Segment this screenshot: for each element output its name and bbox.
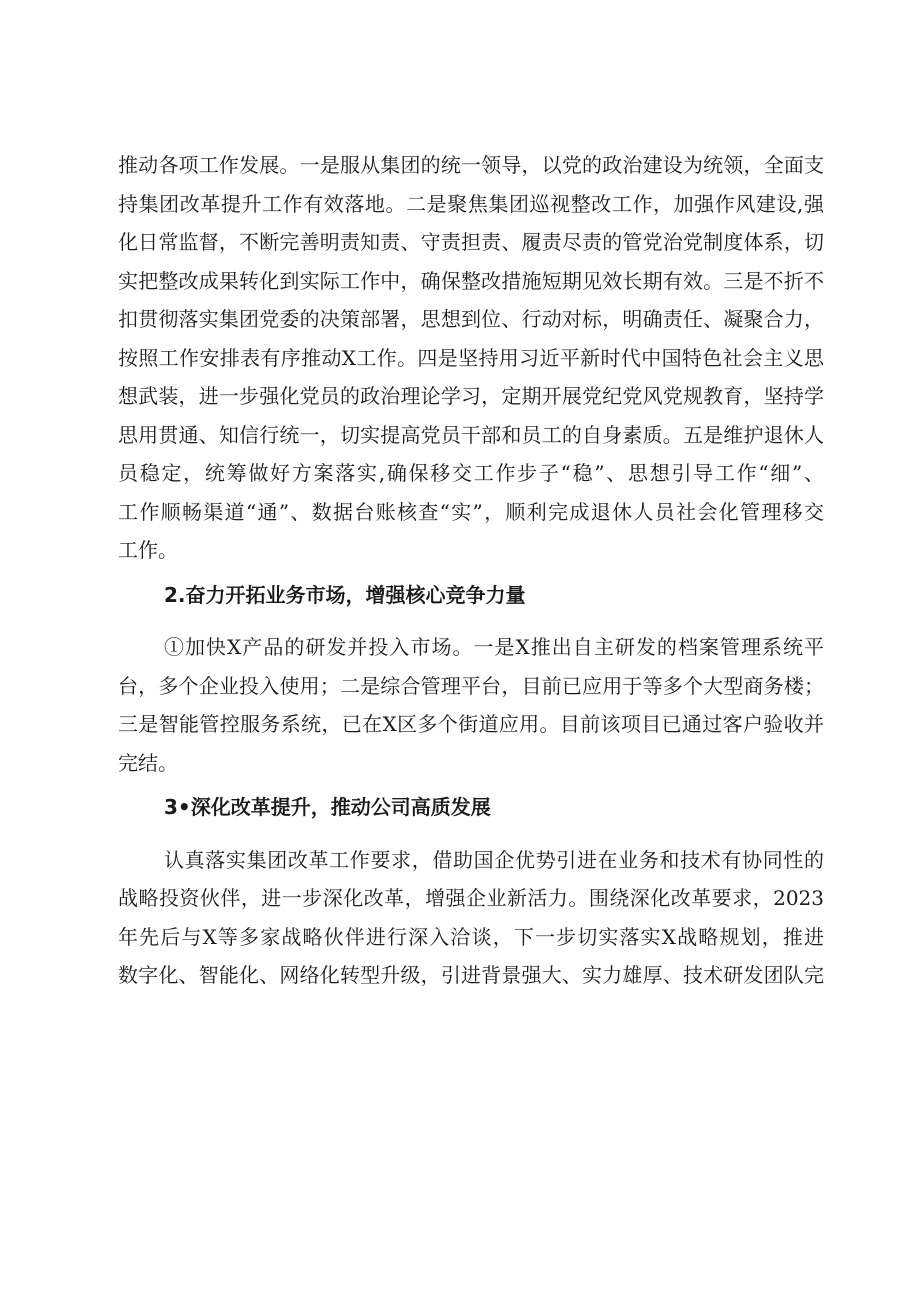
text-line: 完结。 (118, 750, 178, 775)
text-line: 推动各项工作发展。一是服从集团的统一领导，以党的政治建设为统领，全面支 (118, 153, 824, 177)
paragraph-reform (118, 841, 824, 995)
section-heading-reform: 3•深化改革提升，推动公司高质发展 (164, 795, 491, 819)
text-line: 持集团改革提升工作有效落地。二是聚焦集团巡视整改工作，加强作风建设,强 (118, 191, 824, 216)
text-line: 员稳定，统筹做好方案落实,确保移交工作步子“稳”、思想引导工作“细”、 (118, 461, 824, 485)
paragraph-product-development (118, 628, 824, 782)
text-line: 扣贯彻落实集团党委的决策部署，思想到位、行动对标，明确责任、凝聚合力， (118, 307, 824, 331)
text-line: 年先后与X等多家战略伙伴进行深入洽谈，下一步切实落实X战略规划，推进 (118, 924, 824, 949)
text-line: 三是智能管控服务系统，已在X区多个街道应用。目前该项目已通过客户验收并 (118, 712, 824, 736)
text-line: 战略投资伙伴，进一步深化改革，增强企业新活力。围绕深化改革要求，2023 (118, 886, 824, 910)
text-line: 实把整改成果转化到实际工作中，确保整改措施短期见效长期有效。三是不折不 (118, 268, 824, 293)
section-heading-market: 2.奋力开拓业务市场，增强核心竞争力量 (164, 582, 526, 607)
text-line: 认真落实集团改革工作要求，借助国企优势引进在业务和技术有协同性的 (164, 847, 824, 872)
text-line: 数字化、智能化、网络化转型升级，引进背景强大、实力雄厚、技术研发团队完 (118, 963, 824, 987)
text-line: 工作。 (118, 538, 178, 562)
text-line: 想武装，进一步强化党员的政治理论学习，定期开展党纪党风党规教育，坚持学 (118, 384, 824, 408)
text-line: ①加快X产品的研发并投入市场。一是X推出自主研发的档案管理系统平 (164, 635, 824, 659)
paragraph-party-building (118, 146, 824, 570)
text-line: 工作顺畅渠道“通”、数据台账核查“实”，顺利完成退休人员社会化管理移交 (118, 499, 824, 524)
text-line: 化日常监督，不断完善明责知责、守责担责、履责尽责的管党治党制度体系，切 (118, 230, 824, 254)
text-line: 按照工作安排表有序推动X工作。四是坚持用习近平新时代中国特色社会主义思 (118, 345, 824, 370)
document-page (118, 146, 824, 995)
text-line: 台，多个企业投入使用；二是综合管理平台，目前已应用于等多个大型商务楼； (118, 673, 824, 698)
text-line: 思用贯通、知信行统一，切实提高党员干部和员工的自身素质。五是维护退休人 (118, 422, 824, 447)
